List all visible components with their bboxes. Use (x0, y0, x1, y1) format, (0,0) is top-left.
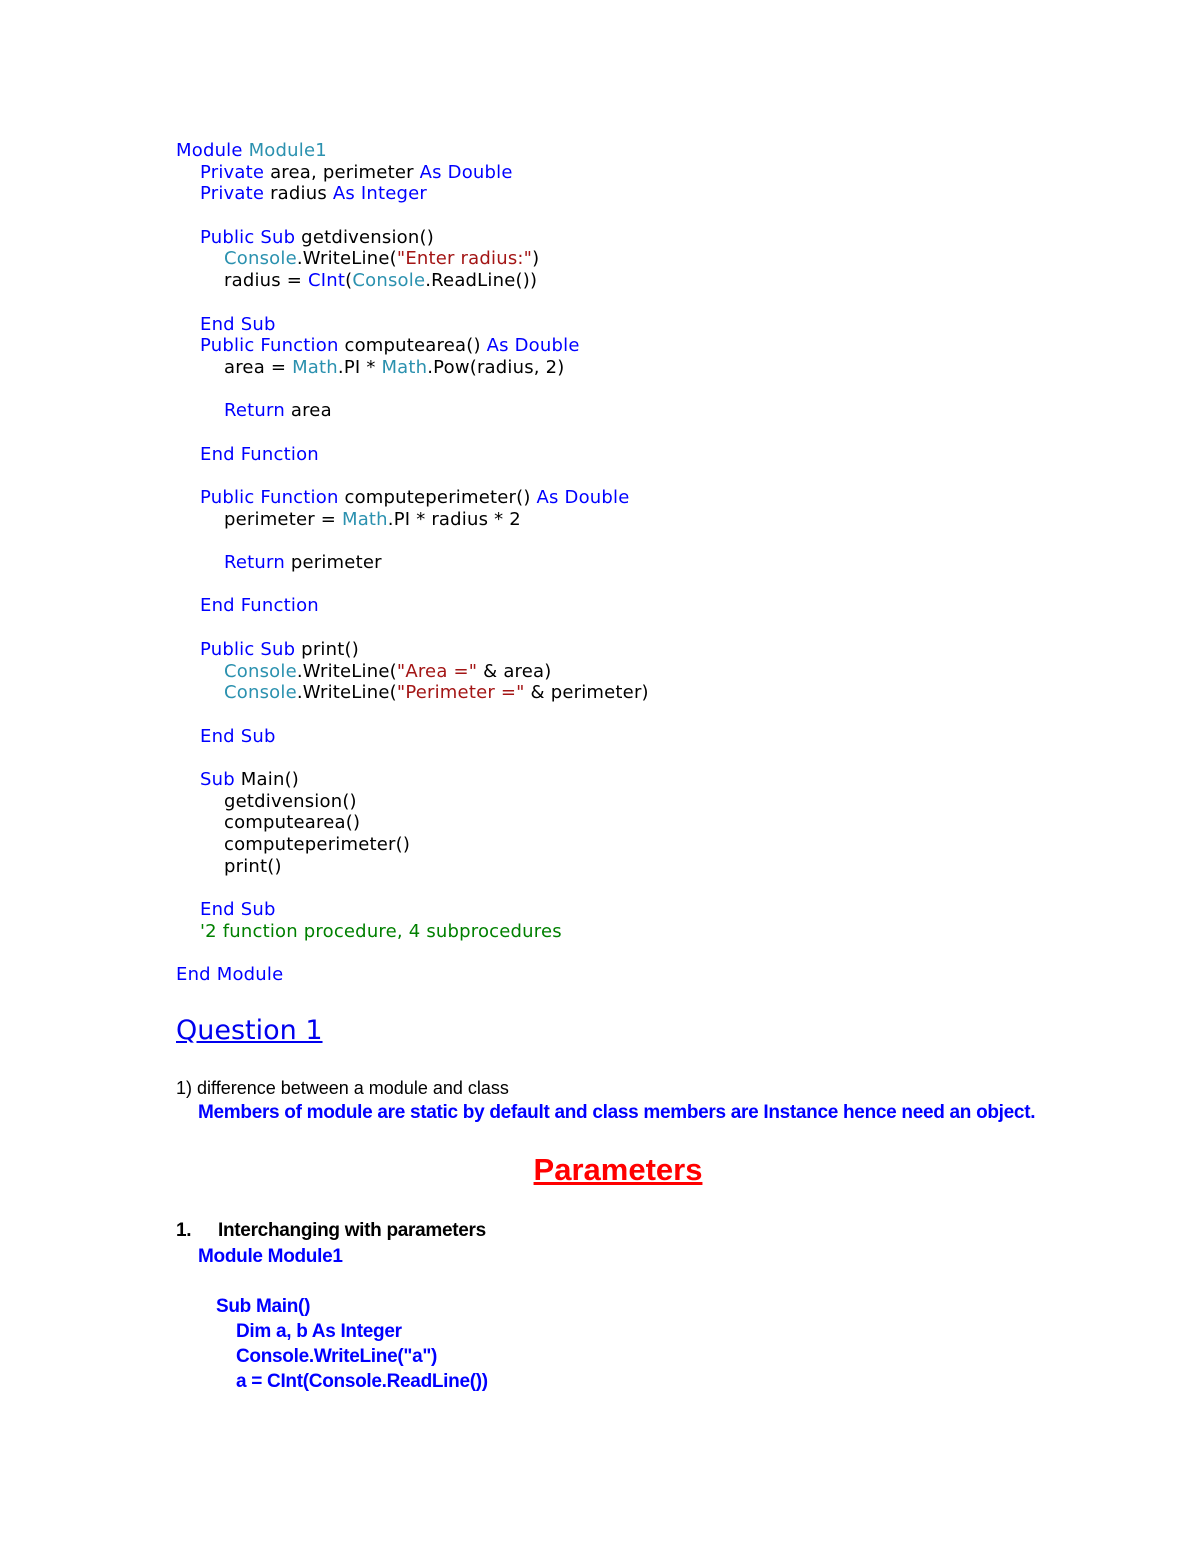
code-token: Console (224, 248, 297, 270)
code-line (176, 509, 649, 531)
code-token: area = (224, 356, 293, 378)
code-line (176, 357, 649, 379)
code-line (176, 183, 649, 205)
code-token: & area) (477, 660, 552, 682)
code-line (176, 422, 649, 444)
code-token: area, perimeter (264, 161, 420, 183)
question-answer: Members of module are static by default and class members are Instance hence need an object. (198, 1102, 1036, 1123)
code-token: "Area =" (396, 660, 478, 682)
code-token: Private (200, 183, 265, 205)
code-token: computearea() (338, 335, 487, 357)
code-line (176, 314, 649, 336)
code-token: perimeter = (224, 508, 342, 530)
code-token: .Pow(radius, 2) (427, 356, 565, 378)
code-token: computeperimeter() (224, 834, 411, 855)
code-token: .ReadLine()) (425, 270, 538, 292)
code-token: Module (176, 140, 249, 161)
code-line (176, 487, 649, 509)
code-token: As Double (536, 487, 630, 508)
code-token: End Sub (200, 725, 276, 747)
code-line (176, 227, 649, 249)
code-line (176, 682, 649, 704)
code-line (176, 552, 649, 574)
code-token: As Double (419, 161, 513, 183)
parameters-heading: Parameters (533, 1152, 703, 1187)
code-token: End Sub (200, 313, 276, 335)
code-token: '2 function procedure, 4 subprocedures (200, 920, 562, 942)
code-line (176, 400, 649, 422)
code-token: End Function (200, 443, 319, 465)
code-token: Module1 (248, 140, 327, 161)
code-token: Math (381, 356, 428, 378)
code-token: .PI * radius * 2 (387, 508, 521, 530)
list-label: Interchanging with parameters (218, 1220, 486, 1241)
code-line: Dim a, b As Integer (236, 1321, 402, 1342)
code-line: Console.WriteLine("a") (236, 1346, 438, 1367)
code-line (176, 791, 649, 813)
code-token: getdivension() (224, 790, 357, 812)
question-item: 1) difference between a module and class (176, 1078, 509, 1098)
code-token: End Function (200, 595, 319, 617)
code-token: Math (292, 356, 338, 378)
code-token: End Sub (200, 899, 276, 921)
code-token: Return (224, 400, 285, 422)
code-token: radius (264, 183, 333, 205)
question-heading: Question 1 (176, 1015, 323, 1046)
code-line (176, 726, 649, 748)
code-line (176, 747, 649, 769)
code-line (176, 270, 649, 292)
code-token: Public Sub (200, 638, 296, 660)
code-line (176, 162, 649, 184)
code-token: Return (224, 552, 285, 574)
code-token: Main() (234, 768, 300, 790)
code-token: radius = (224, 270, 308, 292)
code-token: "Perimeter =" (396, 682, 525, 704)
code-token: ( (345, 270, 353, 292)
code-line (176, 530, 649, 552)
code-line (176, 335, 649, 357)
list-number: 1. (176, 1220, 192, 1241)
code-line (176, 769, 649, 791)
code-line (176, 595, 649, 617)
numbered-list-item (176, 1220, 486, 1242)
code-line (176, 704, 649, 726)
code-token: Console (224, 660, 297, 682)
code-token: Console (224, 682, 297, 704)
code-token: .WriteLine( (296, 660, 397, 682)
code-line (176, 812, 649, 834)
code-line (176, 379, 649, 401)
code-line (176, 248, 649, 270)
code-token: CInt (307, 270, 346, 292)
code-token: Math (341, 508, 388, 530)
code-token: & perimeter) (524, 682, 649, 704)
code-line (176, 877, 649, 899)
code-token: print() (224, 855, 282, 877)
code-line (198, 1269, 488, 1294)
code-token: .PI * (337, 356, 382, 378)
code-token: perimeter (284, 552, 382, 574)
code-token: .WriteLine( (296, 682, 397, 704)
code-line (176, 834, 649, 856)
code-token: computearea() (224, 812, 361, 834)
code-token: End Module (176, 964, 284, 986)
code-line (176, 617, 649, 639)
code-token: Public Function (200, 335, 339, 357)
code-line (176, 574, 649, 596)
code-listing (176, 140, 649, 986)
code-token: Public Sub (200, 226, 296, 248)
code-token: Private (200, 161, 265, 183)
code-line (176, 661, 649, 683)
code-token: area (284, 400, 332, 422)
code-token: Public Function (200, 487, 339, 508)
code-token: "Enter radius:" (396, 248, 533, 270)
code-line (176, 140, 649, 162)
code-token: getdivension() (295, 226, 434, 248)
code-token: computeperimeter() (338, 487, 537, 508)
code-token: As Double (486, 335, 580, 357)
code-line (176, 921, 649, 943)
code-token: Sub (200, 768, 235, 790)
code-token: Console (352, 270, 426, 292)
code-line (176, 856, 649, 878)
code-line: Sub Main() (216, 1296, 311, 1317)
code-line (176, 639, 649, 661)
code-token: As Integer (332, 183, 428, 205)
parameters-code-listing (198, 1244, 488, 1394)
code-line (176, 899, 649, 921)
code-line: a = CInt(Console.ReadLine()) (236, 1371, 488, 1392)
code-line (176, 292, 649, 314)
code-token: ) (532, 248, 540, 270)
code-line (176, 444, 649, 466)
code-line (176, 465, 649, 487)
code-line (176, 942, 649, 964)
code-token: print() (295, 638, 359, 660)
code-line (176, 205, 649, 227)
code-line (176, 964, 649, 986)
code-line: Module Module1 (198, 1246, 343, 1267)
code-token: .WriteLine( (296, 248, 397, 270)
